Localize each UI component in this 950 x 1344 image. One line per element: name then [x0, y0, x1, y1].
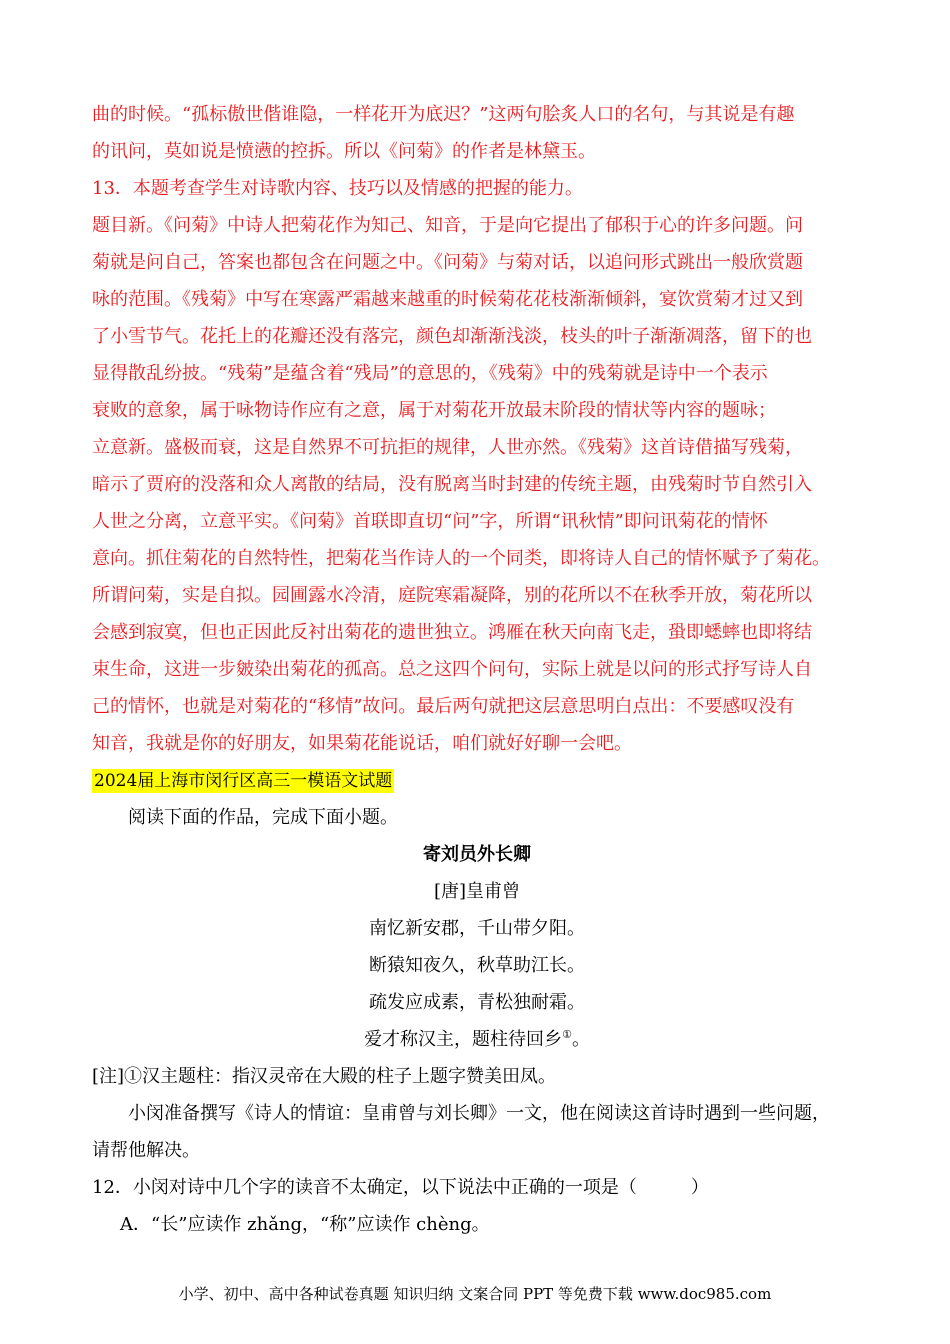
q13-line: 了小雪节气。花托上的花瓣还没有落完，颜色却渐渐浅淡，枝头的叶子渐渐凋落，留下的也 [92, 326, 812, 347]
q13-line: 题目新。《问菊》中诗人把菊花作为知己、知音，于是向它提出了郁积于心的许多问题。问 [92, 215, 803, 236]
q13-line: 己的情怀，也就是对菊花的“移情”故问。最后两句就把这层意思明白点出：不要感叹没有 [92, 696, 795, 717]
annotation-note: [注]①汉主题柱：指汉灵帝在大殿的柱子上题字赞美田凤。 [92, 1066, 557, 1087]
q13-line: 意向。抓住菊花的自然特性，把菊花当作诗人的一个同类，即将诗人自己的情怀赋予了菊花。 [92, 548, 830, 569]
q13-line: 暗示了贾府的没落和众人离散的结局，没有脱离当时封建的传统主题，由残菊时节自然引入 [92, 474, 812, 495]
q13-line: 知音，我就是你的好朋友，如果菊花能说话，咱们就好好聊一会吧。 [92, 733, 632, 754]
poem-line: 断猿知夜久，秋草助江长。 [369, 955, 585, 976]
answer-line: 曲的时候。“孤标傲世偕谁隐，一样花开为底迟？”这两句脍炙人口的名句，与其说是有趣 [92, 104, 795, 125]
poem-line: 南忆新安郡，千山带夕阳。 [369, 918, 585, 939]
poem-line: 疏发应成素，青松独耐霜。 [369, 992, 585, 1013]
question-12-option-a: A．“长”应读作 zhǎng，“称”应读作 chèng。 [120, 1214, 490, 1235]
poem-line-punct: 。 [571, 1029, 590, 1050]
instruction: 阅读下面的作品，完成下面小题。 [128, 807, 398, 828]
q13-line: 咏的范围。《残菊》中写在寒露严霜越来越重的时候菊花花枝渐渐倾斜，宴饮赏菊才过又到 [92, 289, 803, 310]
poem-line-last [92, 1021, 862, 1058]
intro-line: 请帮他解决。 [92, 1140, 200, 1161]
poem-author: [唐]皇甫曾 [433, 881, 521, 902]
q13-line: 菊就是问自己，答案也都包含在问题之中。《问菊》与菊对话，以追问形式跳出一般欣赏题 [92, 252, 803, 273]
page-footer: 小学、初中、高中各种试卷真题 知识归纳 文案合同 PPT 等免费下载 www.doc985.com [178, 1285, 772, 1303]
q13-heading: 13．本题考查学生对诗歌内容、技巧以及情感的把握的能力。 [92, 178, 583, 199]
question-12-stem: 12．小闵对诗中几个字的读音不太确定，以下说法中正确的一项是（ ） [92, 1177, 709, 1198]
intro-line: 小闵准备撰写《诗人的情谊：皇甫曾与刘长卿》一文，他在阅读这首诗时遇到一些问题， [128, 1103, 830, 1124]
poem-title: 寄刘员外长卿 [423, 844, 531, 865]
q13-line: 显得散乱纷披。“残菊”是蕴含着“残局”的意思的，《残菊》中的残菊就是诗中一个表示 [92, 363, 768, 384]
q13-line: 衰败的意象，属于咏物诗作应有之意，属于对菊花开放最末阶段的情状等内容的题咏； [92, 400, 776, 421]
page-content [92, 96, 862, 1243]
poem-line-text: 爱才称汉主，题柱待回乡 [364, 1029, 563, 1050]
exam-title: 2024届上海市闵行区高三一模语文试题 [94, 770, 393, 791]
note-marker: ① [562, 1028, 572, 1041]
exam-title-row [92, 762, 862, 799]
q13-line: 立意新。盛极而衰，这是自然界不可抗拒的规律，人世亦然。《残菊》这首诗借描写残菊， [92, 437, 803, 458]
q13-line: 人世之分离，立意平实。《问菊》首联即直切“问”字，所谓“讯秋情”即问讯菊花的情怀 [92, 511, 768, 532]
q13-line: 会感到寂寞，但也正因此反衬出菊花的遗世独立。鸿雁在秋天向南飞走，蛩即蟋蟀也即将结 [92, 622, 812, 643]
q13-line: 所谓问菊，实是自拟。园圃露水冷清，庭院寒霜凝降，别的花所以不在秋季开放，菊花所以 [92, 585, 812, 606]
answer-line: 的讯问，莫如说是愤懑的控拆。所以《问菊》的作者是林黛玉。 [92, 141, 596, 162]
q13-line: 束生命，这进一步皴染出菊花的孤高。总之这四个问句，实际上就是以问的形式抒写诗人自 [92, 659, 812, 680]
